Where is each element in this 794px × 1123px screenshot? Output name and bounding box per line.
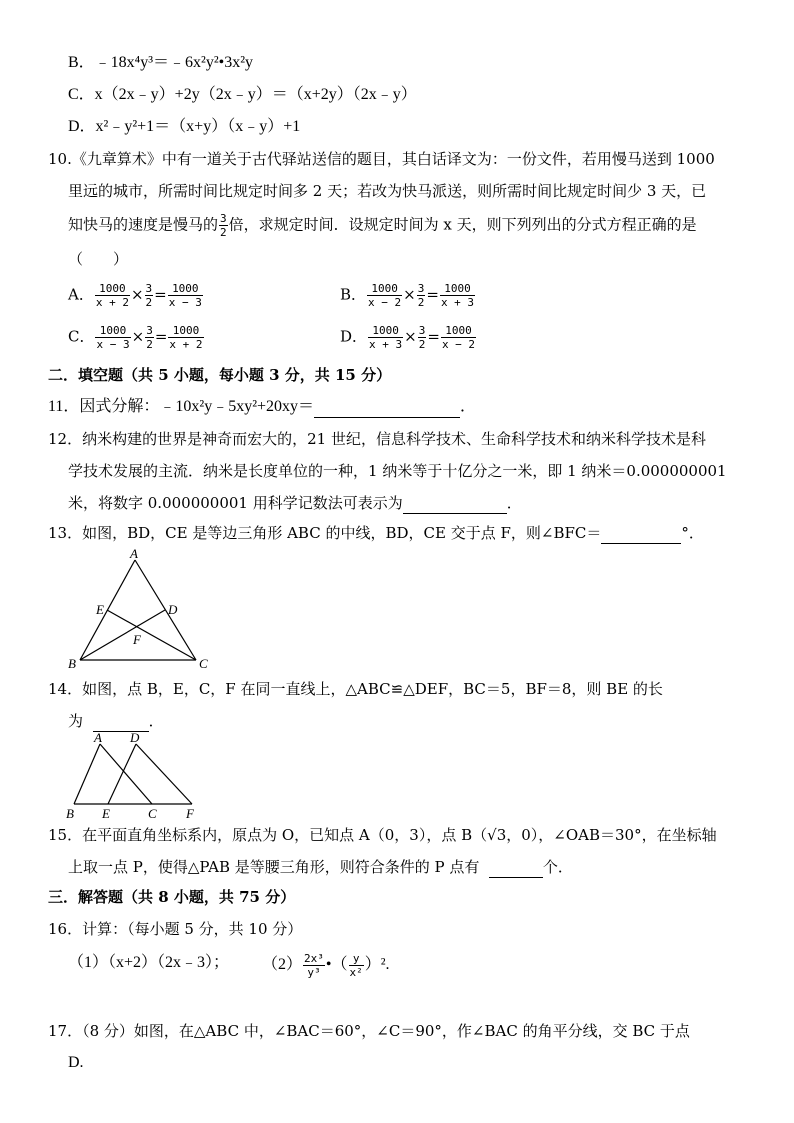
q14-line-1: 14．如图，点 B，E，C，F 在同一直线上，△ABC≌△DEF，BC＝5，BF＝8，则 BE 的长	[48, 680, 663, 698]
label-a: A	[130, 548, 138, 561]
section-heading-solutions: 三．解答题（共 8 小题，共 75 分）	[48, 888, 296, 906]
fraction-denominator: 2	[220, 226, 227, 239]
q10-line-1: 10.《九章算术》中有一道关于古代驿站送信的题目，其白话译文为：一份文件，若用慢马送到 1000	[48, 150, 715, 168]
q15-line-2: 上取一点 P，使得△PAB 是等腰三角形，则符合条件的 P 点有 个．	[68, 858, 573, 876]
fraction: $\frac{\text{2x³}}{\text{y³}}$	[304, 952, 324, 979]
q16-part-1: （1）（x+2）（2x﹣3）；	[68, 954, 230, 971]
q10-answer-bracket: （ ）	[68, 250, 129, 268]
q10-line-3-end: 倍，求规定时间．设规定时间为 x 天，则下列列出的分式方程正确的是	[228, 215, 697, 234]
side-ac	[135, 560, 196, 660]
label-f: F	[186, 806, 194, 820]
label-c: C	[199, 656, 208, 671]
q11-text: 11．因式分解：﹣10x²y﹣5xy²+20xy＝ ．	[48, 396, 476, 418]
fraction: $\frac{3}{2}$	[146, 324, 153, 351]
q12-answer-blank[interactable]	[403, 497, 507, 514]
q10-ratio-fraction	[219, 212, 228, 239]
q15-answer-blank[interactable]	[489, 861, 543, 878]
q9-option-c: C．x（2x﹣y）+2y（2x﹣y）＝（x+2y）（2x﹣y）	[68, 86, 417, 103]
fraction: $\frac{1000}{x + 3}$	[440, 282, 475, 309]
q14-line-2: 为 ．	[68, 712, 164, 730]
q14-triangles-figure	[60, 730, 210, 820]
label-a: A	[94, 730, 102, 745]
fraction: $\frac{1000}{x - 3}$	[168, 282, 202, 309]
fraction-numerator: 3	[220, 212, 227, 225]
q13-question: 13．如图，BD，CE 是等边三角形 ABC 的中线，BD，CE 交于点 F，则∠BFC＝	[48, 524, 602, 542]
q10-option-c: C． $\frac{1000}{x - 3}$ × $\frac{3}{2}$ = $\frac{1000}{x + 2}$	[68, 324, 203, 351]
q13-triangle-figure	[60, 548, 220, 672]
side-ab	[74, 744, 100, 804]
q10-line-3	[68, 212, 697, 239]
label-b: B	[68, 656, 76, 671]
option-label: D．	[340, 327, 368, 346]
fraction: $\frac{3}{2}$	[417, 282, 425, 309]
fraction: $\frac{1000}{x - 2}$	[368, 282, 402, 309]
q10-line-2: 里远的城市，所需时间比规定时间多 2 天；若改为快马派送，则所需时间比规定时间少 3 天，已	[68, 182, 707, 200]
fraction: $\frac{1000}{x + 3}$	[369, 324, 403, 351]
q11-question: 11．因式分解：﹣10x²y﹣5xy²+20xy＝	[48, 398, 315, 415]
q10-option-a: A． $\frac{1000}{x + 2}$ × $\frac{3}{2}$ = $\frac{1000}{x - 3}$	[68, 282, 202, 309]
q15-line-1: 15．在平面直角坐标系内，原点为 O，已知点 A（0，3），点 B（√3，0），∠OAB＝30°，在坐标轴	[48, 826, 717, 844]
fraction: $\frac{3}{2}$	[145, 282, 153, 309]
part-label: （2）	[262, 956, 303, 974]
q12-line-1: 12．纳米构建的世界是神奇而宏大的，21 世纪，信息科学技术、生命科学技术和纳米科学技术是科	[48, 430, 706, 448]
q14-question-end: 为	[68, 712, 84, 730]
q15-question-end: 上取一点 P，使得△PAB 是等腰三角形，则符合条件的 P 点有	[68, 858, 480, 876]
section-heading-fill-blank: 二．填空题（共 5 小题，每小题 3 分，共 15 分）	[48, 366, 392, 384]
q17-line-2: D.	[68, 1054, 84, 1071]
fraction: $\frac{1000}{x + 2}$	[169, 324, 203, 351]
label-e: E	[96, 602, 104, 617]
label-d: D	[168, 602, 178, 617]
option-label: B．	[340, 285, 367, 304]
q10-option-d: D． $\frac{1000}{x + 3}$ × $\frac{3}{2}$ = $\frac{1000}{x - 2}$	[340, 324, 476, 351]
q16-title: 16．计算：（每小题 5 分，共 10 分）	[48, 920, 303, 938]
q10-option-b: B． $\frac{1000}{x - 2}$ × $\frac{3}{2}$ = $\frac{1000}{x + 3}$	[340, 282, 475, 309]
side-de	[108, 744, 136, 804]
q13-answer-blank[interactable]	[601, 527, 681, 544]
fraction: $\frac{y}{\text{x²}}$	[349, 952, 363, 979]
fraction: $\frac{1000}{x - 2}$	[441, 324, 476, 351]
q9-option-b: B．﹣18x⁴y³＝﹣6x²y²•3x²y	[68, 54, 254, 71]
option-label: A．	[68, 285, 94, 304]
fraction: $\frac{1000}{x - 3}$	[96, 324, 130, 351]
q10-line-3-start: 知快马的速度是慢马的	[68, 215, 219, 234]
q12-question-end: 米，将数字 0.000000001 用科学记数法可表示为	[68, 494, 403, 512]
q17-line-1: 17．（8 分）如图，在△ABC 中，∠BAC＝60°，∠C＝90°，作∠BAC 的角平分线，交 BC 于点	[48, 1022, 690, 1040]
q9-option-d: D．x²﹣y²+1＝（x+y）（x﹣y）+1	[68, 118, 301, 135]
q11-answer-blank[interactable]	[314, 401, 460, 418]
fraction: $\frac{1000}{x + 2}$	[95, 282, 129, 309]
option-label: C．	[68, 327, 95, 346]
q12-line-2: 学技术发展的主流．纳米是长度单位的一种，1 纳米等于十亿分之一米，即 1 纳米＝0.000000001	[68, 462, 727, 480]
label-b: B	[66, 806, 74, 820]
label-e: E	[102, 806, 110, 820]
q13-text: 13．如图，BD，CE 是等边三角形 ABC 的中线，BD，CE 交于点 F，则∠BFC＝ °．	[48, 524, 704, 542]
label-d: D	[130, 730, 140, 745]
q16-part-2: （2） $\frac{\text{2x³}}{\text{y³}}$ •（ $\frac{y}{\text{x²}}$ ）².	[262, 952, 390, 979]
label-c: C	[148, 806, 157, 820]
label-f: F	[133, 632, 141, 647]
q12-line-3: 米，将数字 0.000000001 用科学记数法可表示为 ．	[68, 494, 522, 512]
fraction: $\frac{3}{2}$	[418, 324, 426, 351]
